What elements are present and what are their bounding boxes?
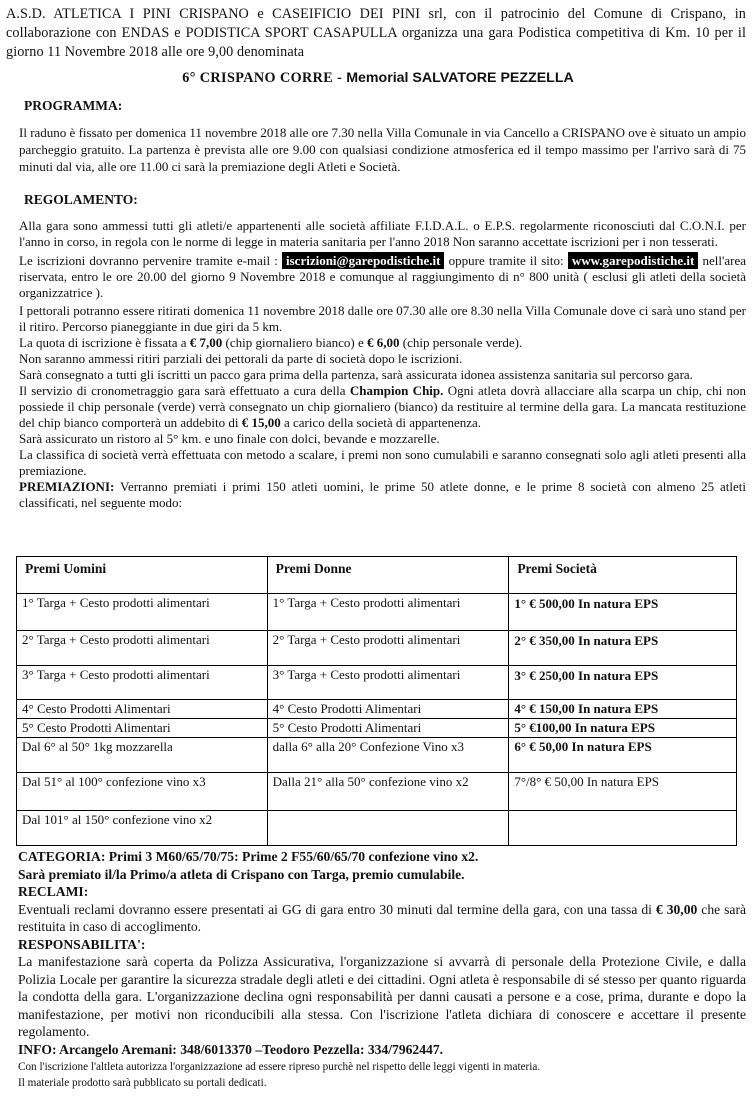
footer-notes <box>18 1060 746 1091</box>
prize-donne-cell: 2° Targa + Cesto prodotti alimentari <box>267 631 509 665</box>
intro-paragraph: A.S.D. ATLETICA I PINI CRISPANO e CASEIFICIO DEI PINI srl, con il patrocinio del Comune di Crispano, in collaborazione con ENDAS e PODISTICA SPORT CASAPULLA organizza una gara Podistica competitiva di Km. 10 per il giorno 11 Novembre 2018 alle ore 9,00 denominata <box>6 6 746 60</box>
prize-donne-cell: dalla 6° alla 20° Confezione Vino x3 <box>267 737 509 772</box>
premiazioni-text: Verranno premiati i primi 150 atleti uomini, le prime 50 atlete donne, e le prime 8 società con almeno 25 atleti classificati, nel seguente modo: <box>19 479 746 510</box>
prize-societa-cell: 5° €100,00 In natura EPS <box>509 718 737 737</box>
reg-cronometraggio <box>19 383 746 431</box>
reg-ritiri: Non saranno ammessi ritiri parziali dei pettorali da parte di società dopo le iscrizioni. <box>19 351 463 366</box>
prize-uomini-cell: 3° Targa + Cesto prodotti alimentari <box>17 665 268 699</box>
prize-societa-cell: 2° € 350,00 In natura EPS <box>509 631 737 665</box>
reg-classifica: La classifica di società verrà effettuata con metodo a scalare, i premi non sono cumulabili e saranno consegnati solo agli atleti presenti alla premiazione. <box>19 447 746 478</box>
reg-quota-a: La quota di iscrizione è fissata a <box>19 335 190 350</box>
prize-societa-cell: 3° € 250,00 In natura EPS <box>509 665 737 699</box>
prize-donne-cell: 4° Cesto Prodotti Alimentari <box>267 700 509 719</box>
prize-donne-cell: 1° Targa + Cesto prodotti alimentari <box>267 594 509 631</box>
prizes-table-row <box>17 700 737 719</box>
reg-premiazioni <box>19 479 746 511</box>
responsabilita-text: La manifestazione sarà coperta da Polizza Assicurativa, l'organizzazione si avvarrà di personale della Protezione Civile, e dalla Polizia Locale per garantire la sicurezza stradale degli atleti e dei cittadini. Ogni atleta è responsabile di sé stesso per quanto riguarda la condotta della gara. L'organizzazione declina ogni responsabilità per danni causati a persone e a cose, prima, durante e dopo la manifestazione, per motivi non riconducibili alla stessa. Con l'iscrizione l'atleta dichiara di conoscere e accettare il presente regolamento. <box>18 954 746 1039</box>
site-link[interactable]: www.garepodistiche.it <box>568 252 699 269</box>
regolamento-header: REGOLAMENTO: <box>24 192 138 207</box>
email-link[interactable]: iscrizioni@garepodistiche.it <box>282 252 444 269</box>
categoria-line: CATEGORIA: Primi 3 M60/65/70/75: Prime 2 F55/60/65/70 confezione vino x2. <box>18 849 479 864</box>
reclami-header: RECLAMI: <box>18 884 89 899</box>
prizes-table-row <box>17 810 737 845</box>
reg-crono-fee: € 15,00 <box>241 415 281 430</box>
reg-quota-price-2: € 6,00 <box>367 335 400 350</box>
responsabilita-header: RESPONSABILITA': <box>18 936 146 952</box>
reg-ammissione: Alla gara sono ammessi tutti gli atleti/e appartenenti alle società affiliate F.I.D.A.L. o E.P.S. regolarmente riconosciuti dal C.O.N.I. per l'anno in corso, in regola con le norme di legge in materia sanitaria per l'anno 2018 Non saranno accettate iscrizioni per i non tesserati. <box>19 218 746 249</box>
prizes-table-header-row <box>17 557 737 594</box>
prize-societa-cell: 4° € 150,00 In natura EPS <box>509 700 737 719</box>
prize-uomini-cell: 4° Cesto Prodotti Alimentari <box>17 700 268 719</box>
reg-quota-c: (chip giornaliero bianco) e <box>222 335 367 350</box>
prize-uomini-cell: 1° Targa + Cesto prodotti alimentari <box>17 594 268 631</box>
reg-iscrizioni-b: oppure tramite il sito: <box>444 253 568 268</box>
info-contacts: INFO: Arcangelo Aremani: 348/6013370 –Teodoro Pezzella: 334/7962447. <box>18 1041 444 1057</box>
prize-societa-cell: 1° € 500,00 In natura EPS <box>509 594 737 631</box>
prize-uomini-cell: Dal 101° al 150° confezione vino x2 <box>17 810 268 845</box>
reg-ristoro: Sarà assicurato un ristoro al 5° km. e uno finale con dolci, bevande e mozzarelle. <box>19 431 440 446</box>
prize-uomini-cell: Dal 51° al 100° confezione vino x3 <box>17 773 268 810</box>
prizes-table-row <box>17 718 737 737</box>
reg-quota-price-1: € 7,00 <box>189 335 223 350</box>
prize-uomini-cell: 2° Targa + Cesto prodotti alimentari <box>17 631 268 665</box>
prize-donne-cell <box>267 810 509 845</box>
reg-quota-e: (chip personale verde). <box>399 335 523 350</box>
prize-societa-cell: 6° € 50,00 In natura EPS <box>509 737 737 772</box>
event-title-main: 6° CRISPANO CORRE - <box>182 70 347 86</box>
bottom-section <box>18 848 746 1058</box>
prize-uomini-cell: 5° Cesto Prodotti Alimentari <box>17 718 268 737</box>
prize-donne-cell: 5° Cesto Prodotti Alimentari <box>267 718 509 737</box>
reg-crono-chip: Champion Chip. <box>349 383 444 398</box>
reclami-a: Eventuali reclami dovranno essere presentati ai GG di gara entro 30 minuti dal termine della gara, con una tassa di <box>18 901 656 917</box>
reclami-text <box>18 901 746 936</box>
prize-uomini-cell: Dal 6° al 50° 1kg mozzarella <box>17 737 268 772</box>
reg-crono-a: Il servizio di cronometraggio gara sarà effettuato a cura della <box>19 383 350 398</box>
prizes-table-row <box>17 594 737 631</box>
col-header-uomini: Premi Uomini <box>17 557 268 594</box>
prize-donne-cell: 3° Targa + Cesto prodotti alimentari <box>267 665 509 699</box>
col-header-donne: Premi Donne <box>267 557 509 594</box>
prizes-table <box>16 556 737 846</box>
reg-pacco-gara: Sarà consegnato a tutti gli iscritti un pacco gara prima della partenza, sarà assicurata idonea assistenza sanitaria sul percorso gara. <box>19 367 693 382</box>
reg-quota <box>19 335 746 351</box>
footer-note-2: Il materiale prodotto sarà pubblicato su portali dedicati. <box>18 1076 267 1089</box>
programma-header: PROGRAMMA: <box>24 98 123 113</box>
programma-text: Il raduno è fissato per domenica 11 novembre 2018 alle ore 7.30 nella Villa Comunale in via Cancello a CRISPANO ove è situato un ampio parcheggio gratuito. La partenza è prevista alle ore 9.00 con qualsiasi condizione atmosferica ed il tempo massimo per l'arrivo sarà di 75 minuti dal via, alle ore 11.00 ci sarà la premiazione degli Atleti e Società. <box>19 125 746 174</box>
col-header-societa: Premi Società <box>509 557 737 594</box>
prizes-table-row <box>17 773 737 810</box>
reg-iscrizioni <box>19 253 746 301</box>
footer-note-1: Con l'iscrizione l'altleta autorizza l'organizzazione ad essere ripreso purchè nel rispetto delle leggi vigenti in materia. <box>18 1061 541 1073</box>
reg-iscrizioni-c: nell'area riservata, entro le ore 20.00 del giorno 9 Novembre 2018 e comunque al raggiungimento di n° 800 unità ( esclusi gli atleti della società organizzatrice ). <box>19 253 746 300</box>
prize-donne-cell: Dalla 21° alla 50° confezione vino x2 <box>267 773 509 810</box>
prizes-table-row <box>17 737 737 772</box>
event-title-memorial: Memorial SALVATORE PEZZELLA <box>346 70 574 86</box>
prize-societa-cell <box>509 810 737 845</box>
reg-pettorali: I pettorali potranno essere ritirati domenica 11 novembre 2018 dalle ore 07.30 alle ore 8.30 nella Villa Comunale dove ci sarà uno stand per il ritiro. Percorso pianeggiante in due giri da 5 km. <box>19 303 746 334</box>
reg-crono-c: Ogni atleta dovrà allacciare alla scarpa un chip, chi non possiede il chip personale (verde) verrà consegnato un chip giornaliero (bianco) da restituire al termine della gara. La mancata restituzione del chip bianco comporterà un addebito di <box>19 383 746 430</box>
prize-societa-cell: 7°/8° € 50,00 In natura EPS <box>509 773 737 810</box>
prizes-table-row <box>17 665 737 699</box>
prizes-table-row <box>17 631 737 665</box>
premiazioni-label: PREMIAZIONI: <box>19 479 115 494</box>
reclami-c: che sarà restituita in caso di accoglimento. <box>18 901 747 934</box>
event-title <box>0 70 756 87</box>
premiato-crispano-line: Sarà premiato il/la Primo/a atleta di Crispano con Targa, premio cumulabile. <box>18 866 465 882</box>
reg-crono-e: a carico della società di appartenenza. <box>280 415 482 430</box>
reclami-fee: € 30,00 <box>655 901 698 917</box>
regolamento-text <box>19 218 746 511</box>
reg-iscrizioni-a: Le iscrizioni dovranno pervenire tramite e-mail : <box>19 253 282 268</box>
